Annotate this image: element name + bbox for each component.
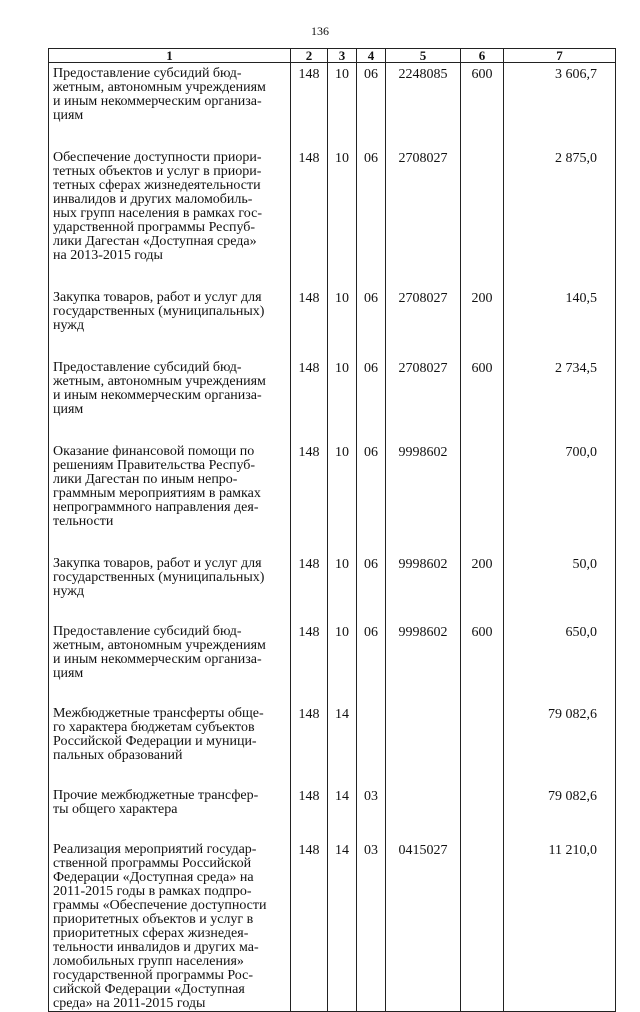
header-col-2: 2 (291, 49, 328, 63)
col-6-expense-type (461, 441, 504, 553)
col-4-subsection: 06 (357, 63, 386, 148)
description-line: лики Дагестан по иным непро- (53, 472, 238, 487)
description-line: жетным, автономным учреждениям (53, 638, 266, 653)
table-row (49, 441, 616, 553)
description-line: Федерации «Доступная среда» на (53, 870, 254, 885)
col-3-section: 10 (328, 553, 357, 621)
col-2-code: 148 (291, 785, 328, 839)
col-3-section: 14 (328, 785, 357, 839)
col-2-code: 148 (291, 287, 328, 357)
col-2-code: 148 (291, 621, 328, 703)
col-3-section: 10 (328, 441, 357, 553)
description-line: циям (53, 666, 84, 681)
row-description (49, 621, 291, 703)
table-row (49, 621, 616, 703)
description-line: и иным некоммерческим организа- (53, 388, 262, 403)
description-line: ударственной программы Респуб- (53, 220, 256, 235)
col-4-subsection: 06 (357, 147, 386, 287)
col-2-code: 148 (291, 147, 328, 287)
description-line: циям (53, 108, 84, 123)
col-6-expense-type (461, 785, 504, 839)
col-6-expense-type (461, 703, 504, 785)
col-6-expense-type (461, 839, 504, 1011)
table-row (49, 785, 616, 839)
col-4-subsection: 06 (357, 287, 386, 357)
col-2-code: 148 (291, 553, 328, 621)
col-4-subsection: 03 (357, 785, 386, 839)
description-line: приоритетных объектов и услуг в (53, 912, 254, 927)
col-5-target-article: 2708027 (386, 147, 461, 287)
row-description (49, 287, 291, 357)
col-6-expense-type (461, 147, 504, 287)
col-5-target-article: 9998602 (386, 441, 461, 553)
description-line: непрограммного направления дея- (53, 500, 259, 515)
col-2-code: 148 (291, 839, 328, 1011)
description-line: государственных (муниципальных) (53, 304, 265, 319)
row-description (49, 839, 291, 1011)
col-6-expense-type: 200 (461, 553, 504, 621)
table-row (49, 703, 616, 785)
col-7-amount: 2 734,5 (504, 357, 616, 441)
description-line: го характера бюджетам субъектов (53, 720, 255, 735)
col-2-code: 148 (291, 357, 328, 441)
col-3-section: 10 (328, 621, 357, 703)
header-col-4: 4 (357, 49, 386, 63)
col-3-section: 14 (328, 703, 357, 785)
col-3-section: 10 (328, 287, 357, 357)
col-6-expense-type: 200 (461, 287, 504, 357)
header-col-5: 5 (386, 49, 461, 63)
description-line: тельности (53, 514, 114, 529)
description-line: тетных объектов и услуг в приори- (53, 164, 262, 179)
col-4-subsection: 06 (357, 621, 386, 703)
row-description (49, 785, 291, 839)
col-3-section: 10 (328, 147, 357, 287)
table-row (49, 63, 616, 148)
description-line: пальных образований (53, 748, 183, 763)
col-7-amount: 3 606,7 (504, 63, 616, 148)
description-line: решениям Правительства Респуб- (53, 458, 256, 473)
description-line: нужд (53, 318, 85, 333)
row-description (49, 703, 291, 785)
col-5-target-article (386, 785, 461, 839)
description-line: государственных (муниципальных) (53, 570, 265, 585)
col-7-amount: 79 082,6 (504, 785, 616, 839)
description-line: тетных сферах жизнедеятельности (53, 178, 261, 193)
col-5-target-article: 0415027 (386, 839, 461, 1011)
budget-table (48, 48, 616, 1012)
description-line: тельности инвалидов и других ма- (53, 940, 259, 955)
col-7-amount: 140,5 (504, 287, 616, 357)
col-3-section: 10 (328, 357, 357, 441)
description-line: граммы «Обеспечение доступности (53, 898, 267, 913)
col-4-subsection: 03 (357, 839, 386, 1011)
col-7-amount: 700,0 (504, 441, 616, 553)
header-col-7: 7 (504, 49, 616, 63)
col-5-target-article: 2708027 (386, 287, 461, 357)
row-description (49, 553, 291, 621)
description-line: Российской Федерации и муници- (53, 734, 257, 749)
description-line: Предоставление субсидий бюд- (53, 360, 242, 375)
description-line: сийской Федерации «Доступная (53, 982, 245, 997)
description-line: нужд (53, 584, 85, 599)
table-row (49, 287, 616, 357)
col-2-code: 148 (291, 63, 328, 148)
col-3-section: 14 (328, 839, 357, 1011)
col-7-amount: 650,0 (504, 621, 616, 703)
description-line: на 2013-2015 годы (53, 248, 163, 263)
description-line: ственной программы Российской (53, 856, 252, 871)
header-col-3: 3 (328, 49, 357, 63)
row-description (49, 441, 291, 553)
description-line: инвалидов и других маломобиль- (53, 192, 253, 207)
table-row (49, 553, 616, 621)
header-col-1: 1 (49, 49, 291, 63)
row-description (49, 63, 291, 148)
description-line: жетным, автономным учреждениям (53, 374, 266, 389)
description-line: граммным мероприятиям в рамках (53, 486, 261, 501)
header-col-6: 6 (461, 49, 504, 63)
description-line: Оказание финансовой помощи по (53, 444, 255, 459)
description-line: лики Дагестан «Доступная среда» (53, 234, 257, 249)
row-description (49, 147, 291, 287)
col-4-subsection: 06 (357, 357, 386, 441)
col-7-amount: 2 875,0 (504, 147, 616, 287)
description-line: Предоставление субсидий бюд- (53, 624, 242, 639)
description-line: Закупка товаров, работ и услуг для (53, 556, 262, 571)
description-line: Закупка товаров, работ и услуг для (53, 290, 262, 305)
col-5-target-article: 9998602 (386, 621, 461, 703)
col-4-subsection: 06 (357, 553, 386, 621)
col-4-subsection: 06 (357, 441, 386, 553)
description-line: ных групп населения в рамках гос- (53, 206, 262, 221)
header-row (49, 49, 616, 63)
col-7-amount: 50,0 (504, 553, 616, 621)
col-6-expense-type: 600 (461, 357, 504, 441)
table-row (49, 147, 616, 287)
table-row (49, 357, 616, 441)
row-description (49, 357, 291, 441)
col-5-target-article: 2708027 (386, 357, 461, 441)
description-line: жетным, автономным учреждениям (53, 80, 266, 95)
description-line: ты общего характера (53, 802, 178, 817)
description-line: Межбюджетные трансферты обще- (53, 706, 264, 721)
description-line: ломобильных групп населения» (53, 954, 244, 969)
description-line: Предоставление субсидий бюд- (53, 66, 242, 81)
col-7-amount: 79 082,6 (504, 703, 616, 785)
col-6-expense-type: 600 (461, 621, 504, 703)
col-5-target-article (386, 703, 461, 785)
col-2-code: 148 (291, 441, 328, 553)
col-7-amount: 11 210,0 (504, 839, 616, 1011)
description-line: Обеспечение доступности приори- (53, 150, 262, 165)
col-5-target-article: 2248085 (386, 63, 461, 148)
description-line: циям (53, 402, 84, 417)
table-row (49, 839, 616, 1011)
description-line: среда» на 2011-2015 годы (53, 996, 206, 1011)
page-number: 136 (311, 24, 329, 38)
description-line: Реализация мероприятий государ- (53, 842, 257, 857)
description-line: государственной программы Рос- (53, 968, 254, 983)
description-line: и иным некоммерческим организа- (53, 652, 262, 667)
col-6-expense-type: 600 (461, 63, 504, 148)
col-5-target-article: 9998602 (386, 553, 461, 621)
col-4-subsection (357, 703, 386, 785)
col-2-code: 148 (291, 703, 328, 785)
col-3-section: 10 (328, 63, 357, 148)
description-line: 2011-2015 годы в рамках подпро- (53, 884, 252, 899)
description-line: Прочие межбюджетные трансфер- (53, 788, 259, 803)
description-line: и иным некоммерческим организа- (53, 94, 262, 109)
description-line: приоритетных сферах жизнедея- (53, 926, 249, 941)
table-bottom-border (49, 1011, 616, 1012)
